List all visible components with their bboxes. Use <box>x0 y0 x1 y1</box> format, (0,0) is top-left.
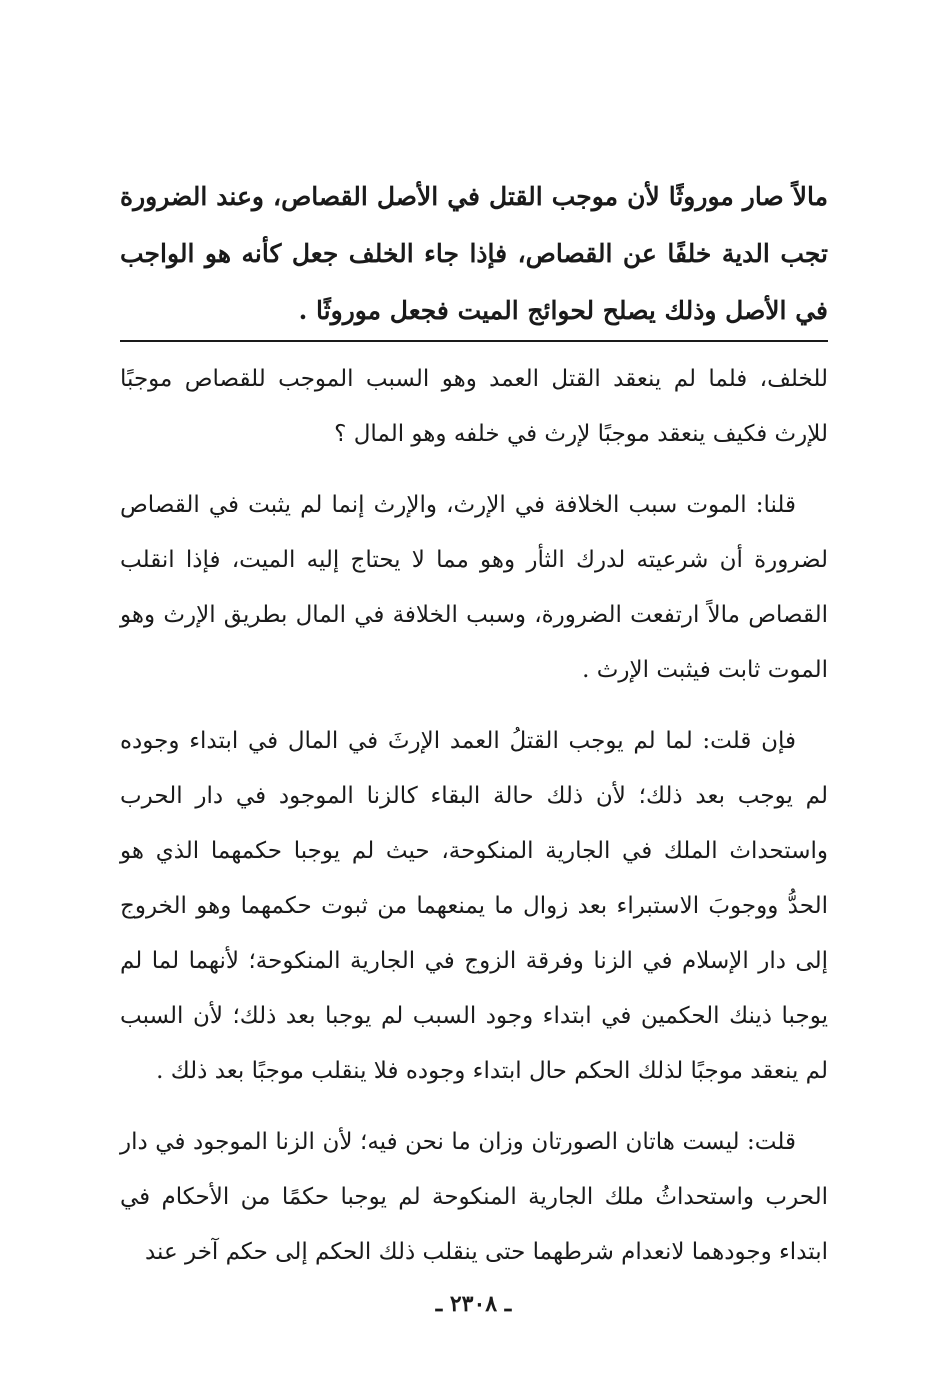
main-text: مالاً صار موروثًا لأن موجب القتل في الأصل القصاص، وعند الضرورة تجب الدية خلفًا عن القصاص، فإذا جاء الخلف جعل كأنه هو الواجب في الأصل وذلك يصلح لحوائج الميت فجعل موروثًا . <box>120 182 828 325</box>
commentary-paragraph: للخلف، فلما لم ينعقد القتل العمد وهو السبب الموجب للقصاص موجبًا للإرث فكيف ينعقد موجبًا لإرث في خلفه وهو المال ؟ <box>120 366 828 447</box>
commentary-paragraph: قلت: ليست هاتان الصورتان وزان ما نحن فيه؛ لأن الزنا الموجود في دار الحرب واستحداثُ ملك الجارية المنكوحة لم يوجبا حكمًا من الأحكام في ابتداء وجودهما لانعدام شرطهما حتى ينقلب ذلك الحكم إلى حكم آخر عند <box>120 1129 828 1265</box>
page-number: ـ ٢٣٠٨ ـ <box>435 1291 512 1317</box>
commentary <box>120 352 828 1296</box>
commentary-paragraph: قلنا: الموت سبب الخلافة في الإرث، والإرث إنما لم يثبت في القصاص لضرورة أن شرعيته لدرك الثأر وهو مما لا يحتاج إليه الميت، فإذا انقلب القصاص مالاً ارتفعت الضرورة، وسبب الخلافة في المال بطريق الإرث وهو الموت ثابت فيثبت الإرث . <box>120 492 828 683</box>
footnote-divider <box>120 340 828 342</box>
commentary-paragraph: فإن قلت: لما لم يوجب القتلُ العمد الإرثَ في المال في ابتداء وجوده لم يوجب بعد ذلك؛ لأن ذلك حالة البقاء كالزنا الموجود في دار الحرب واستحداث الملك في الجارية المنكوحة، حيث لم يوجبا حكمهما الذي هو الحدُّ ووجوبَ الاستبراء بعد زوال ما يمنعهما من ثبوت حكمهما وهو الخروج إلى دار الإسلام في الزنا وفرقة الزوج في الجارية المنكوحة؛ لأنهما لما لم يوجبا ذينك الحكمين في ابتداء وجود السبب لم يوجبا بعد ذلك؛ لأن السبب لم ينعقد موجبًا لذلك الحكم حال ابتداء وجوده فلا ينقلب موجبًا بعد ذلك . <box>120 728 828 1084</box>
